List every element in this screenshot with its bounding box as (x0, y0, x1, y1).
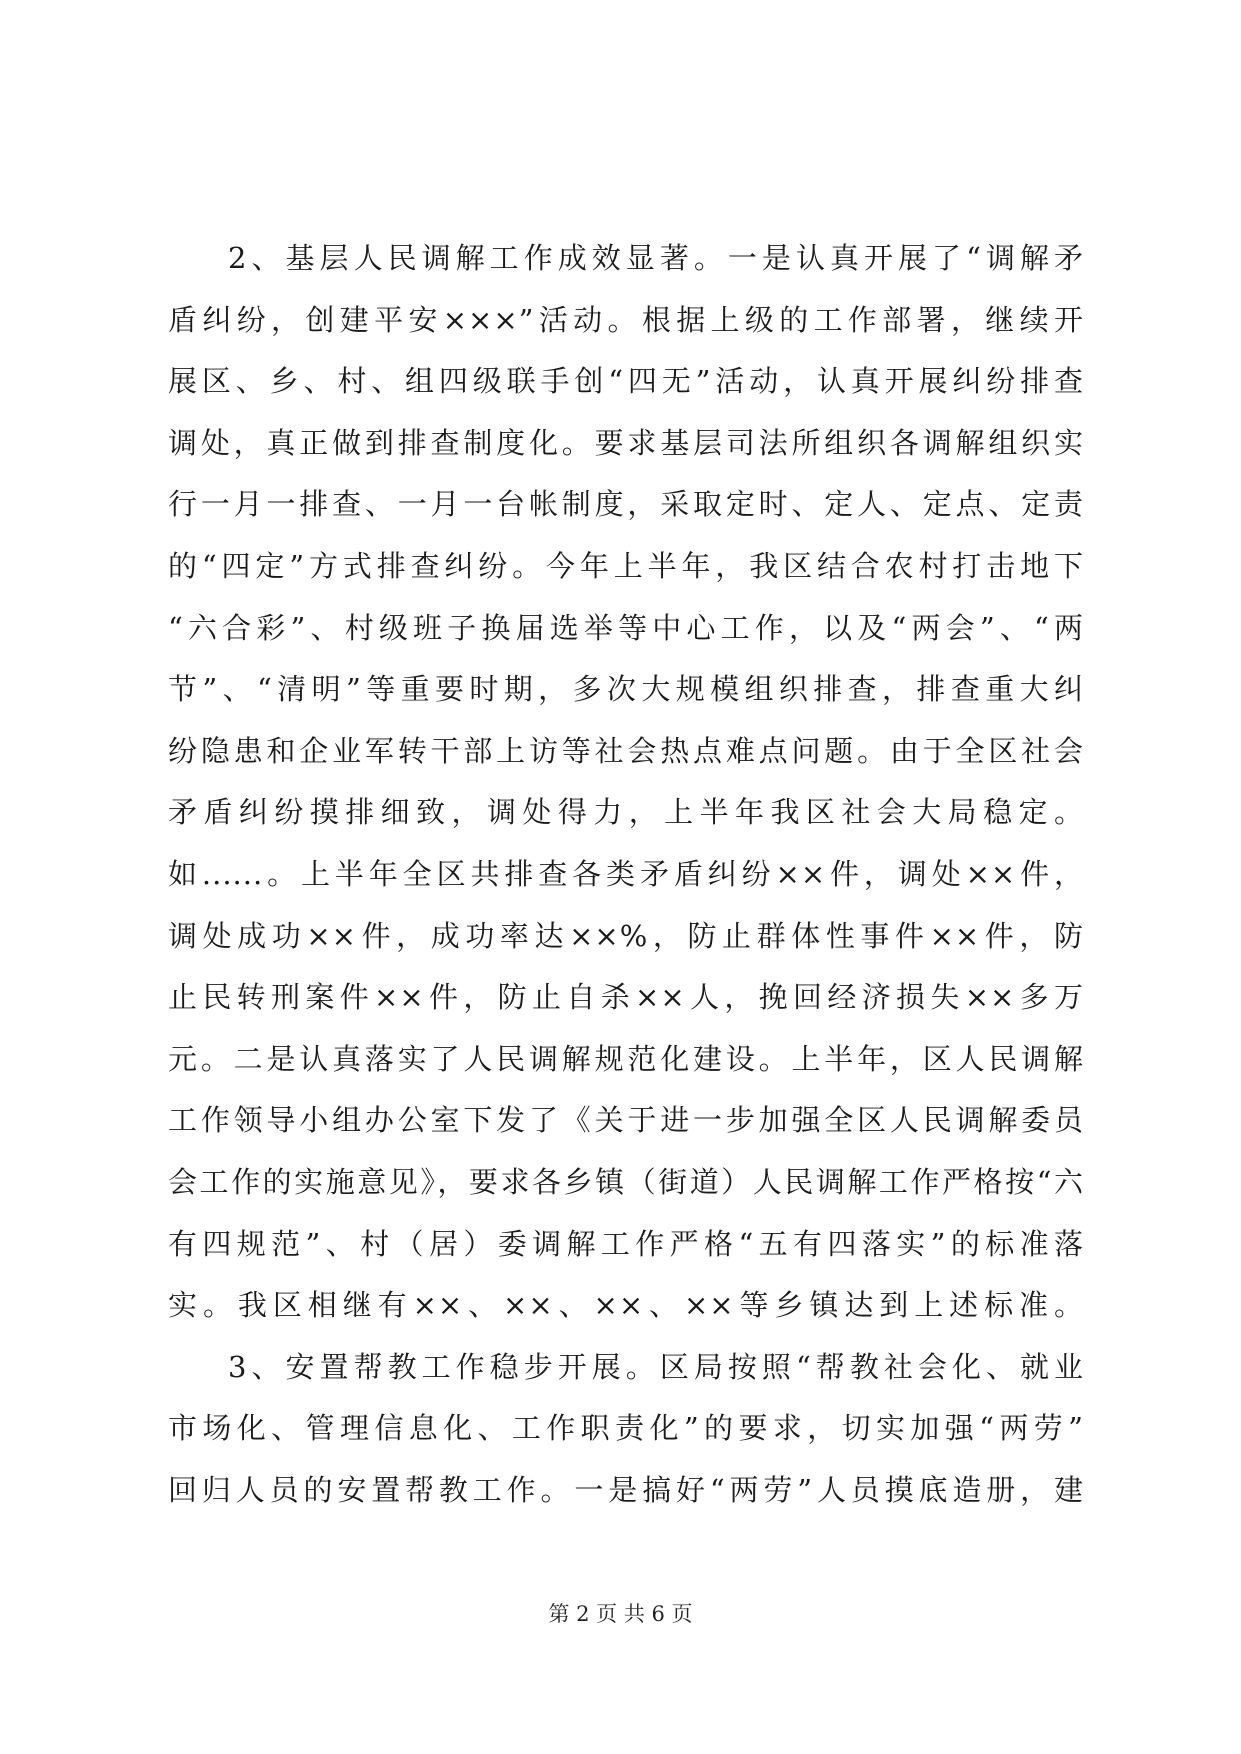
paragraph-line: 的“四定”方式排查纠纷。今年上半年，我区结合农村打击地下 (168, 548, 1084, 583)
paragraph-line: 节”、“清明”等重要时期，多次大规模组织排查，排查重大纠 (168, 672, 1084, 707)
paragraph-line: 市场化、管理信息化、工作职责化”的要求，切实加强“两劳” (168, 1411, 1084, 1446)
paragraph-line: 矛盾纠纷摸排细致，调处得力，上半年我区社会大局稳定。 (168, 795, 1084, 830)
paragraph-line: 调处成功××件，成功率达××%，防止群体性事件××件，防 (168, 918, 1084, 953)
paragraph-line: 2、基层人民调解工作成效显著。一是认真开展了“调解矛 (228, 241, 1084, 275)
paragraph-line: 盾纠纷，创建平安×××”活动。根据上级的工作部署，继续开 (168, 302, 1084, 337)
paragraph-line: 元。二是认真落实了人民调解规范化建设。上半年，区人民调解 (168, 1041, 1084, 1076)
paragraph-line: “六合彩”、村级班子换届选举等中心工作，以及“两会”、“两 (168, 610, 1084, 645)
paragraph-line: 回归人员的安置帮教工作。一是搞好“两劳”人员摸底造册，建 (168, 1472, 1084, 1507)
paragraph-line: 会工作的实施意见》，要求各乡镇（街道）人民调解工作严格按“六 (168, 1164, 1084, 1199)
paragraph-line: 纷隐患和企业军转干部上访等社会热点难点问题。由于全区社会 (168, 733, 1084, 768)
paragraph-line: 工作领导小组办公室下发了《关于进一步加强全区人民调解委员 (168, 1103, 1084, 1138)
paragraph-line: 止民转刑案件××件，防止自杀××人，挽回经济损失××多万 (168, 980, 1084, 1015)
paragraph-line: 有四规范”、村（居）委调解工作严格“五有四落实”的标准落 (168, 1226, 1084, 1261)
paragraph-line: 3、安置帮教工作稳步开展。区局按照“帮教社会化、就业 (228, 1349, 1084, 1384)
paragraph-line: 如......。上半年全区共排查各类矛盾纠纷××件，调处××件， (168, 856, 1084, 891)
paragraph-line: 展区、乡、村、组四级联手创“四无”活动，认真开展纠纷排查 (168, 364, 1084, 399)
paragraph-line: 调处，真正做到排查制度化。要求基层司法所组织各调解组织实 (168, 425, 1084, 460)
paragraph-line: 行一月一排查、一月一台帐制度，采取定时、定人、定点、定责 (168, 487, 1084, 522)
document-body (168, 228, 1084, 1521)
paragraph-line: 实。我区相继有××、××、××、××等乡镇达到上述标准。 (168, 1288, 1084, 1323)
page-footer: 第 2 页 共 6 页 (548, 1602, 693, 1626)
